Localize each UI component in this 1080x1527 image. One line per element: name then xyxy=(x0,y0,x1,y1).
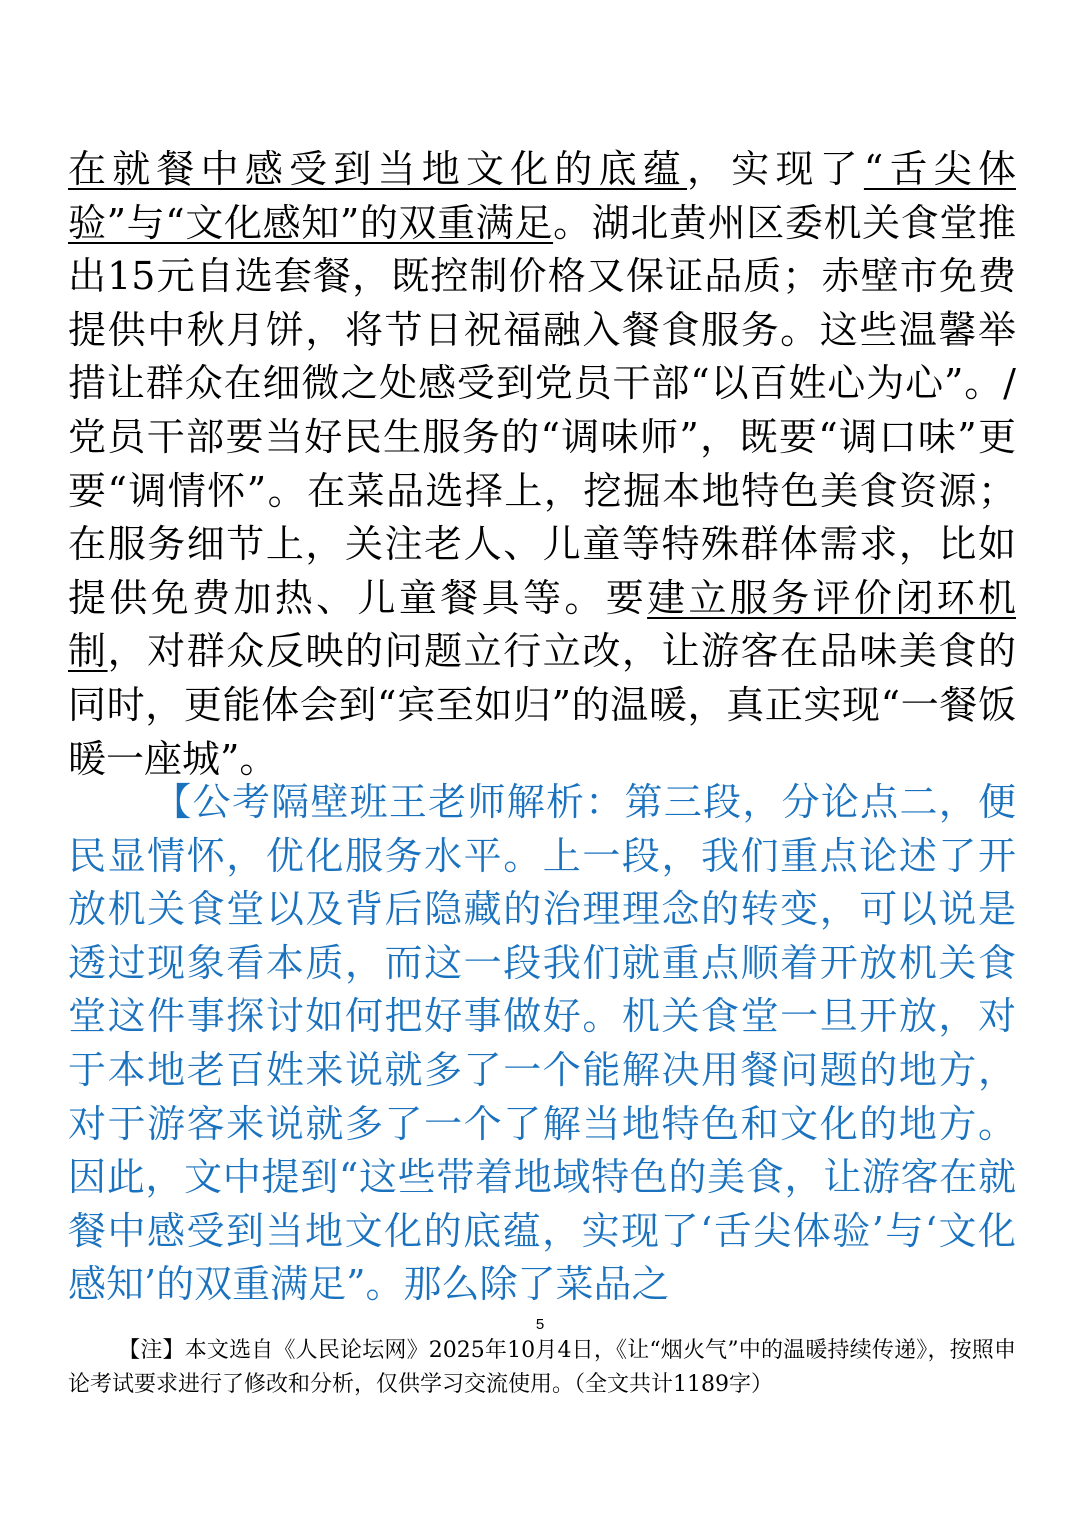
main-paragraph xyxy=(68,143,1016,786)
text-segment: ，实现了 xyxy=(687,147,864,191)
underlined-phrase-cultural-heritage: 在就餐中感受到当地文化的底蕴 xyxy=(68,147,688,191)
source-note xyxy=(68,1334,1016,1402)
note-text: 【注】本文选自《人民论坛网》2025年10月4日，《让“烟火气”中的温暖持续传递》，按照申论考试要求进行了修改和分析，仅供学习交流使用。（全文共计1189字） xyxy=(68,1338,1016,1397)
underlined-phrase-dual-satisfaction: “舌尖体验”与“文化感知”的双重满足 xyxy=(68,147,1016,245)
body-paragraph xyxy=(68,143,1016,786)
underlined-phrase-evaluation-mechanism: 建立服务评价闭环机制 xyxy=(68,575,1016,674)
text-segment: 。湖北黄州区委机关食堂推出15元自选套餐，既控制价格又保证品质；赤壁市免费提供中秋月饼，将节日祝福融入餐食服务。这些温馨举措让群众在细微之处感受到党员干部“以百姓心为心”。/党员干部要当好民生服务的“调味师”，既要“调口味”更要“调情怀”。在菜品选择上，挖掘本地特色美食资源；在服务细节上，关注老人、儿童等特殊群体需求，比如提供免费加热、儿童餐具等。要 xyxy=(68,200,1016,620)
text-segment: ，对群众反映的问题立行立改，让游客在品味美食的同时，更能体会到“宾至如归”的温暖，真正实现“一餐饭暖一座城”。 xyxy=(68,629,1016,781)
teacher-analysis xyxy=(68,776,1016,1312)
analysis-text: 【公考隔壁班王老师解析：第三段，分论点二，便民显情怀，优化服务水平。上一段，我们重点论述了开放机关食堂以及背后隐藏的治理理念的转变，可以说是透过现象看本质，而这一段我们就重点顺着开放机关食堂这件事探讨如何把好事做好。机关食堂一旦开放，对于本地老百姓来说就多了一个能解决用餐问题的地方，对于游客来说就多了一个了解当地特色和文化的地方。因此，文中提到“这些带着地域特色的美食，让游客在就餐中感受到当地文化的底蕴，实现了‘舌尖体验’与‘文化感知’的双重满足”。那么除了菜品之 xyxy=(68,780,1016,1307)
page-number: 5 xyxy=(535,1316,545,1333)
